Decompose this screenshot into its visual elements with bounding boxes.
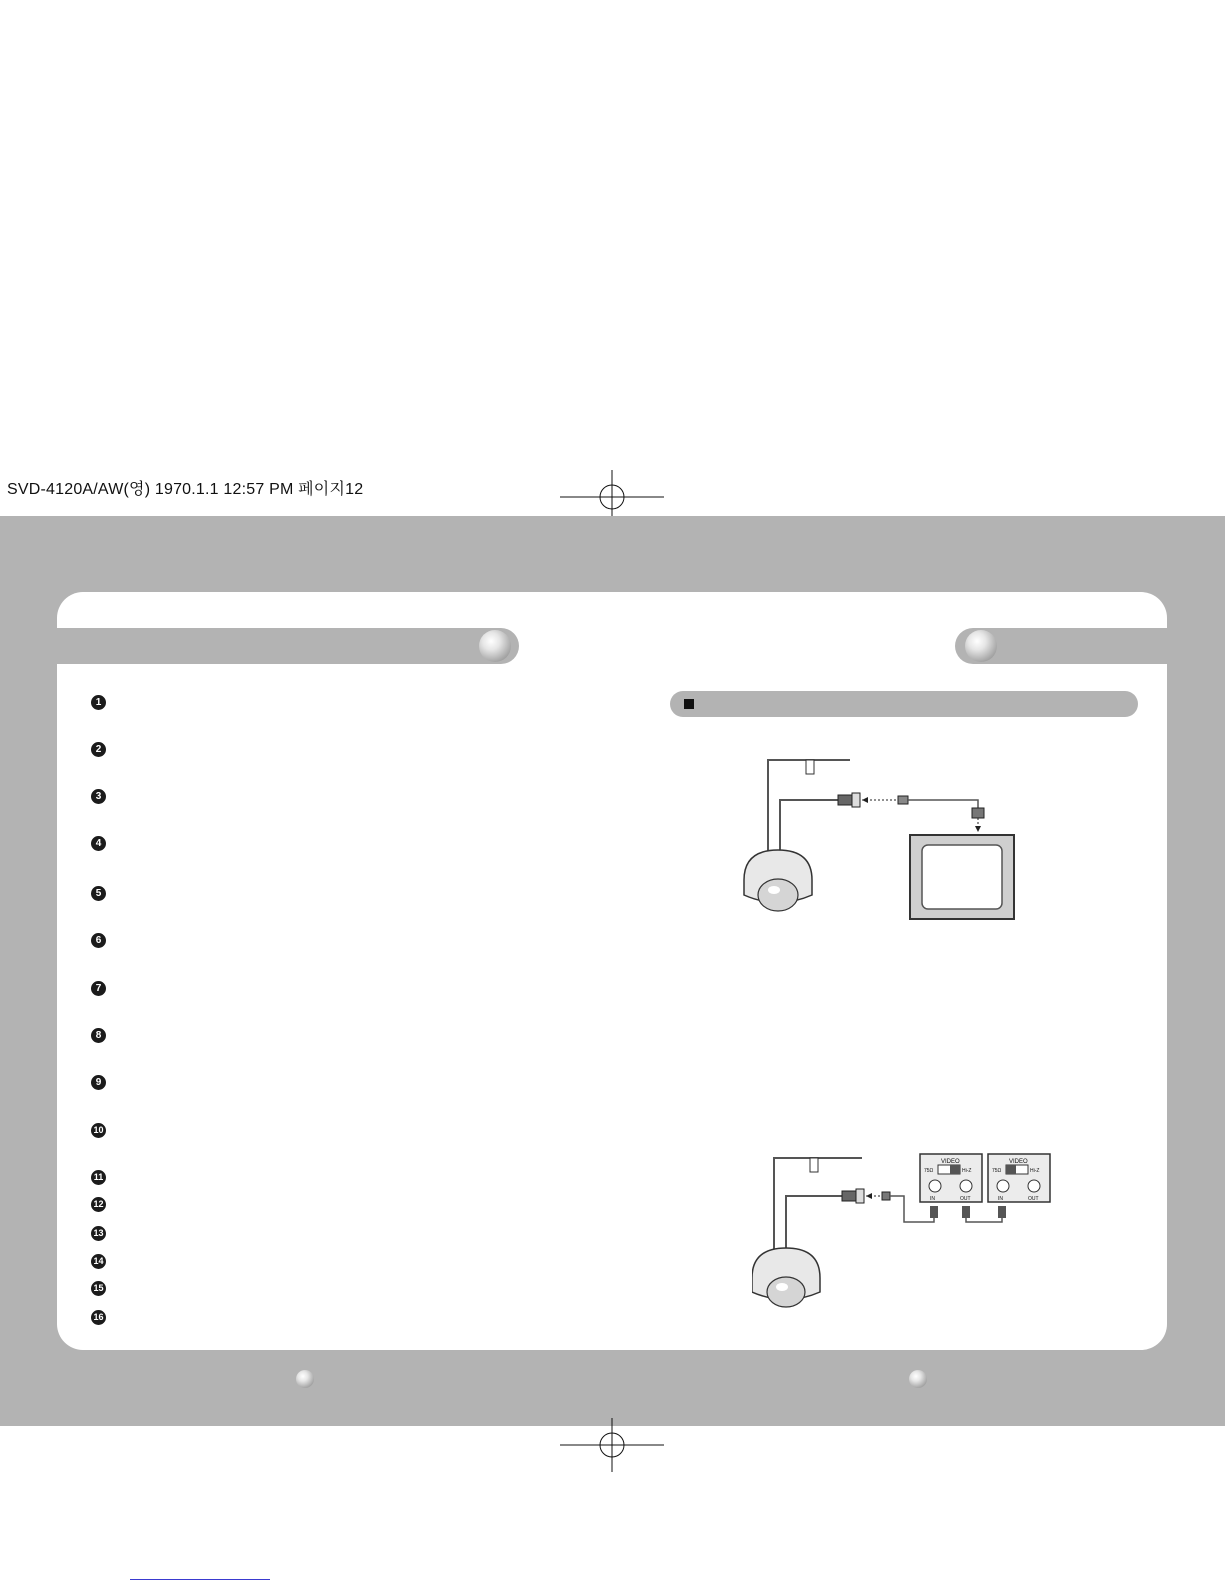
vcr1-in-label: IN <box>930 1196 935 1202</box>
page-sphere-left-icon <box>296 1370 314 1388</box>
item-number: 2 <box>91 742 106 757</box>
left-title-bar <box>57 628 519 664</box>
item-number: 9 <box>91 1075 106 1090</box>
item-number: 16 <box>91 1310 106 1325</box>
section-heading-bar <box>670 691 1138 717</box>
item-number: 7 <box>91 981 106 996</box>
vcr2-75-label: 75Ω <box>992 1168 1002 1174</box>
vcr2-out-label: OUT <box>1028 1196 1039 1202</box>
bottom-link-underline <box>130 1579 270 1580</box>
item-number: 8 <box>91 1028 106 1043</box>
vcr2-in-label: IN <box>998 1196 1003 1202</box>
item-number: 6 <box>91 933 106 948</box>
right-title-sphere-icon <box>965 630 997 662</box>
vcr1-hiz-label: Hi-Z <box>962 1168 972 1174</box>
item-number: 12 <box>91 1197 106 1212</box>
item-number: 11 <box>91 1170 106 1185</box>
vcr1-out-label: OUT <box>960 1196 971 1202</box>
print-header: SVD-4120A/AW(영) 1970.1.1 12:57 PM 페이지12 <box>7 481 364 498</box>
vcr2-hiz-label: Hi-Z <box>1030 1168 1040 1174</box>
item-number: 4 <box>91 836 106 851</box>
item-number: 15 <box>91 1281 106 1296</box>
item-number: 1 <box>91 695 106 710</box>
item-number: 5 <box>91 886 106 901</box>
registration-mark-bottom <box>560 1418 664 1472</box>
item-number: 14 <box>91 1254 106 1269</box>
camera-vcr-chain-diagram <box>752 1150 1062 1320</box>
page-sphere-right-icon <box>909 1370 927 1388</box>
vcr1-video-label: VIDEO <box>941 1159 960 1165</box>
left-title-sphere-icon <box>479 630 511 662</box>
bullet-square-icon <box>684 699 694 709</box>
item-number: 10 <box>91 1123 106 1138</box>
item-number: 3 <box>91 789 106 804</box>
camera-monitor-diagram <box>740 750 1030 935</box>
vcr2-video-label: VIDEO <box>1009 1159 1028 1165</box>
item-number: 13 <box>91 1226 106 1241</box>
vcr1-75-label: 75Ω <box>924 1168 934 1174</box>
